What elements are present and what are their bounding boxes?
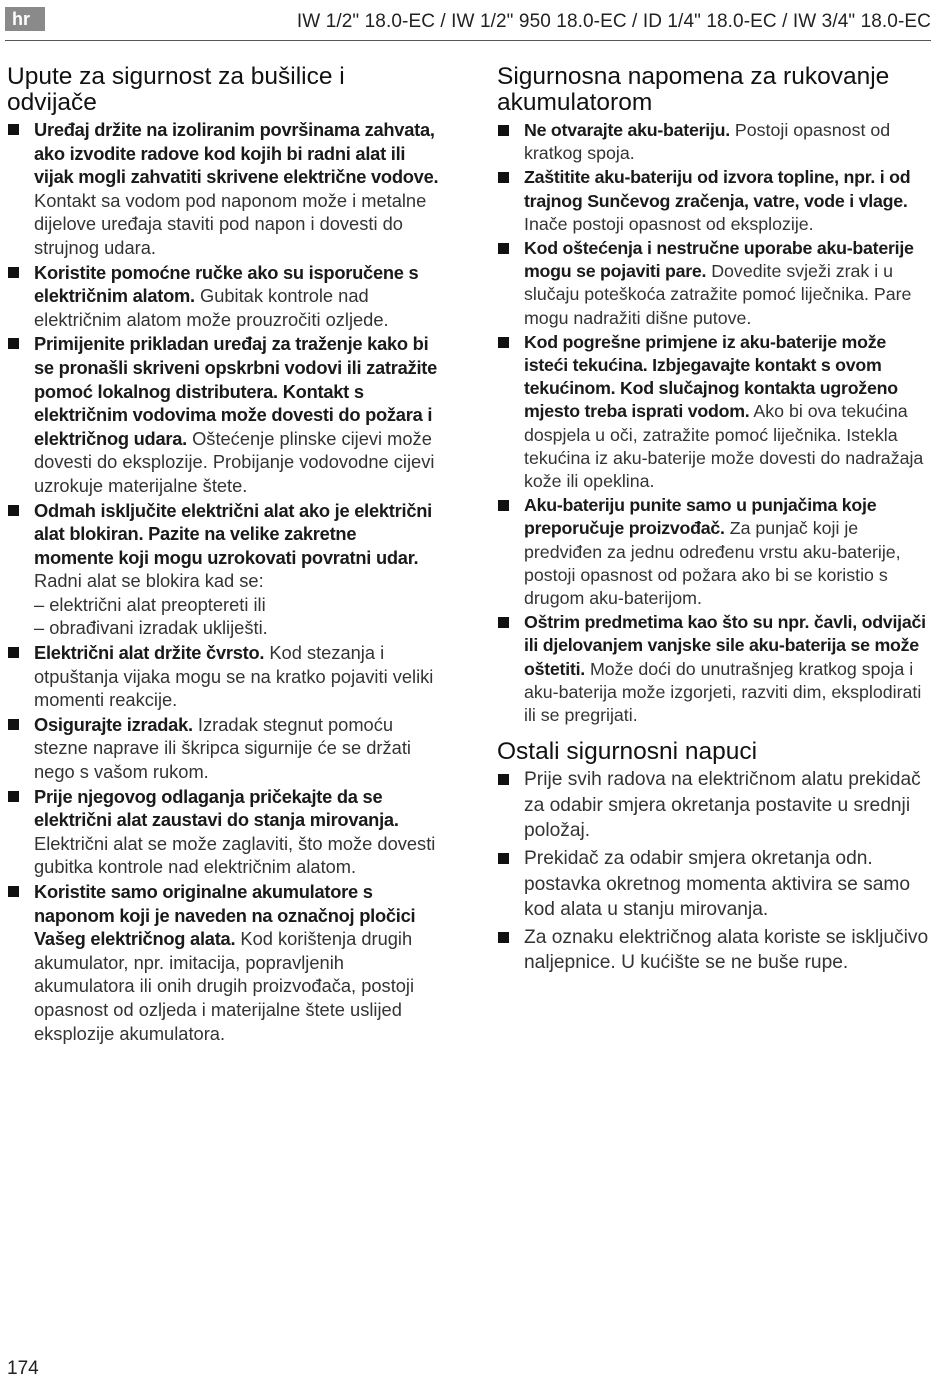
list-item: Prije svih radova na električnom alatu prekidač za odabir smjera okretanja postavite u srednji položaj. bbox=[497, 767, 931, 844]
language-code: hr bbox=[12, 9, 30, 29]
square-bullet-icon bbox=[8, 886, 19, 897]
square-bullet-icon bbox=[8, 338, 19, 349]
square-bullet-icon bbox=[8, 719, 19, 730]
left-column bbox=[7, 64, 439, 1046]
list-item: Primijenite prikladan uređaj za traženje kako bi se pronašli skriveni opskrbni vodovi ili zatražite pomoć lokalnog distributera. Kontakt s električnim vodovima može dovesti do požara i električnog udara. Oštećenje plinske cijevi može dovesti do eksplozije. Probijanje vodovodne cijevi uzrokuje materijalne štete. bbox=[7, 332, 439, 497]
list-item: Zaštitite aku-bateriju od izvora topline, npr. i od trajnog Sunčevog zračenja, vatre, vode i vlage. Inače postoji opasnost od eksplozije. bbox=[497, 166, 931, 236]
square-bullet-icon bbox=[8, 791, 19, 802]
list-item: Prekidač za odabir smjera okretanja odn. postavka okretnog momenta aktivira se samo kod alata u stanju mirovanja. bbox=[497, 846, 931, 923]
list-item: Odmah isključite električni alat ako je električni alat blokiran. Pazite na velike zakretne momente koji mogu uzrokovati povratni udar. Radni alat se blokira kad se: – električni alat preoptereti ili – obrađivani izradak ukliješti. bbox=[7, 499, 439, 641]
list-item: Za oznaku električnog alata koriste se isključivo naljepnice. U kućište se ne buše rupe. bbox=[497, 925, 931, 976]
list-item: Električni alat držite čvrsto. Kod stezanja i otpuštanja vijaka mogu se na kratko pojaviti veliki momenti reakcije. bbox=[7, 641, 439, 712]
list-item: Koristite pomoćne ručke ako su isporučene s električnim alatom. Gubitak kontrole nad električnim alatom može prouzročiti ozljede. bbox=[7, 261, 439, 332]
square-bullet-icon bbox=[8, 124, 19, 135]
square-bullet-icon bbox=[8, 647, 19, 658]
list-item: Aku-bateriju punite samo u punjačima koje preporučuje proizvođač. Za punjač koji je predviđen za jednu određenu vrstu aku-baterije, postoji opasnost od požara ako bi se koristio s drugom aku-baterijom. bbox=[497, 494, 931, 610]
square-bullet-icon bbox=[8, 505, 19, 516]
language-tab bbox=[5, 7, 45, 31]
list-item: Kod pogrešne primjene iz aku-baterije može isteći tekućina. Izbjegavajte kontakt s ovom tekućinom. Kod slučajnog kontakta ugroženo mjesto treba isprati vodom. Ako bi ova tekućina dospjela u oči, zatražite pomoć liječnika. Istekla tekućina iz aku-baterije može dovesti do nadražaja kože ili opeklina. bbox=[497, 331, 931, 493]
square-bullet-icon bbox=[498, 337, 509, 348]
list-item: Koristite samo originalne akumulatore s naponom koji je naveden na označnoj pločici Vašeg električnog alata. Kod korištenja drugih akumulator, npr. imitacija, popravljenih akumulatora ili onih drugih proizvođača, postoji opasnost od ozljeda i materijalne štete uslijed eksplozije akumulatora. bbox=[7, 880, 439, 1045]
section-heading-drill-safety: Upute za sigurnost za bušilice i odvijače bbox=[7, 63, 345, 116]
model-list: IW 1/2" 18.0-EC / IW 1/2" 950 18.0-EC / ID 1/4" 18.0-EC / IW 3/4" 18.0-EC bbox=[296, 11, 931, 32]
list-item: Oštrim predmetima kao što su npr. čavli, odvijači ili djelovanjem vanjske sile aku-baterija se može oštetiti. Može doći do unutrašnjeg kratkog spoja i aku-baterija može izgorjeti, razviti dim, eksplodirati ili se pregrijati. bbox=[497, 611, 931, 727]
square-bullet-icon bbox=[498, 243, 509, 254]
right-column bbox=[497, 64, 931, 978]
drill-safety-list bbox=[7, 118, 439, 1045]
section-heading-other-safety: Ostali sigurnosni napuci bbox=[497, 738, 758, 766]
square-bullet-icon bbox=[498, 500, 509, 511]
battery-safety-list bbox=[497, 119, 931, 727]
square-bullet-icon bbox=[498, 774, 509, 785]
list-item: Osigurajte izradak. Izradak stegnut pomoću stezne naprave ili škripca sigurnije će se držati nego s vašom rukom. bbox=[7, 713, 439, 784]
list-item: Prije njegovog odlaganja pričekajte da se električni alat zaustavi do stanja mirovanja. Električni alat se može zaglaviti, što može dovesti gubitka kontrole nad električnim alatom. bbox=[7, 785, 439, 879]
list-item: Ne otvarajte aku-bateriju. Postoji opasnost od kratkog spoja. bbox=[497, 119, 931, 165]
other-safety-list bbox=[497, 767, 931, 976]
square-bullet-icon bbox=[498, 853, 509, 864]
list-item: Kod oštećenja i nestručne uporabe aku-baterije mogu se pojaviti pare. Dovedite svježi zrak i u slučaju poteškoća zatražite pomoć liječnika. Pare mogu nadražiti dišne putove. bbox=[497, 237, 931, 330]
list-item: Uređaj držite na izoliranim površinama zahvata, ako izvodite radove kod kojih bi radni alat ili vijak mogli zahvatiti skrivene električne vodove. Kontakt sa vodom pod naponom može i metalne dijelove uređaja staviti pod napon i dovesti do strujnog udara. bbox=[7, 118, 439, 260]
square-bullet-icon bbox=[498, 125, 509, 136]
header-divider bbox=[5, 40, 931, 41]
square-bullet-icon bbox=[498, 932, 509, 943]
square-bullet-icon bbox=[8, 267, 19, 278]
section-heading-battery-safety: Sigurnosna napomena za rukovanje akumulatorom bbox=[497, 63, 890, 116]
square-bullet-icon bbox=[498, 172, 509, 183]
square-bullet-icon bbox=[498, 617, 509, 628]
page-number: 174 bbox=[7, 1358, 39, 1379]
